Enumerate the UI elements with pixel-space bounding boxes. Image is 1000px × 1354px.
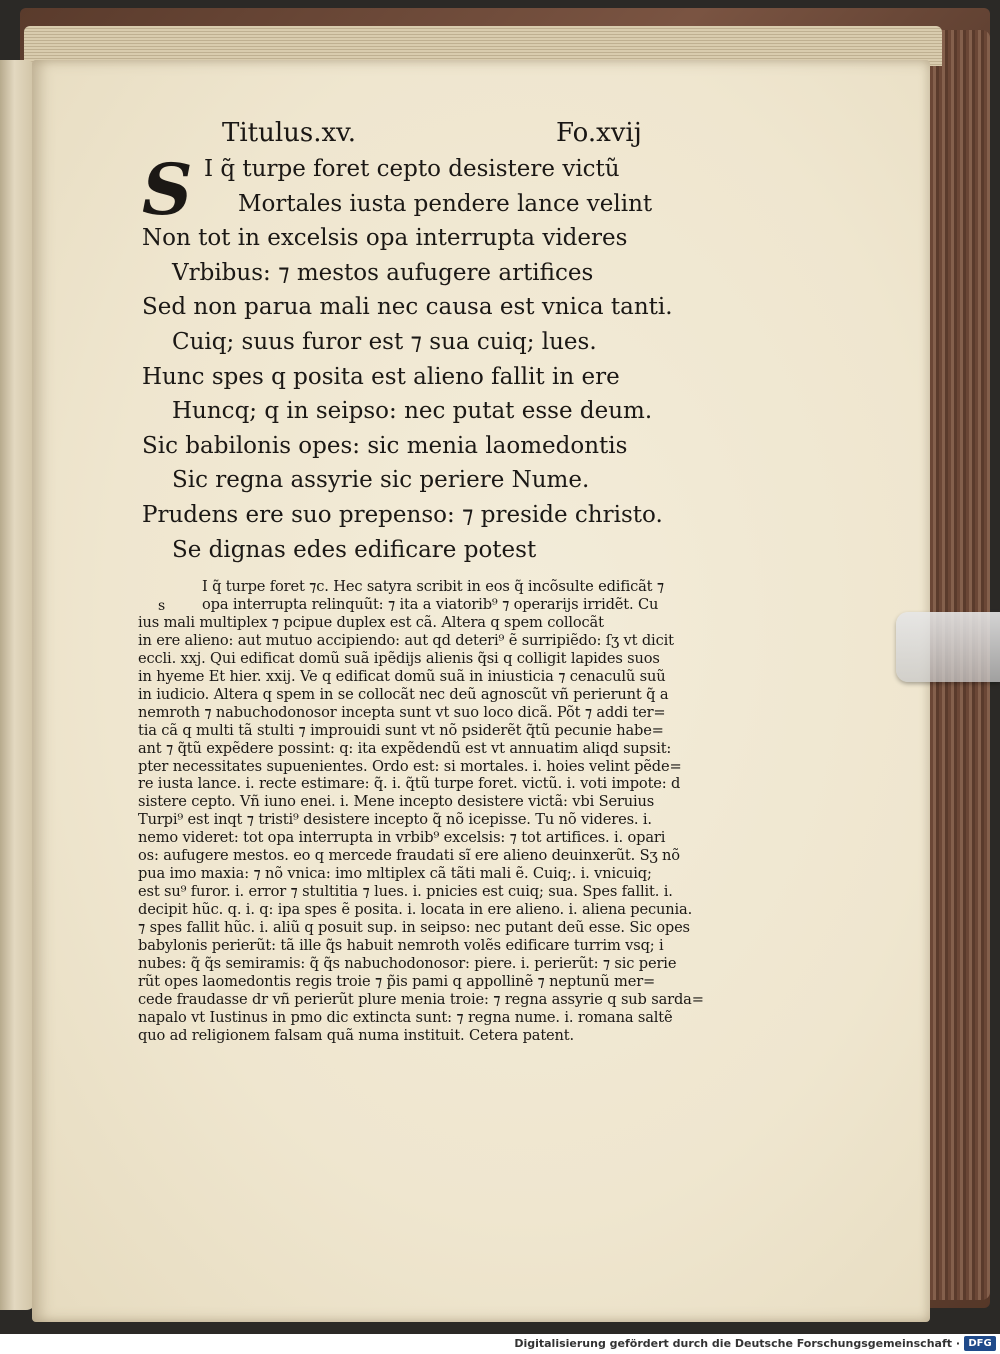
commentary-line: tia cã q multi tã stulti ⁊ improuidi sunt vt nõ psiderẽt q̃tũ pecunie habe= bbox=[138, 721, 664, 739]
commentary-line: pter necessitates supuenientes. Ordo est: si mortales. i. hoies velint pẽde= bbox=[138, 757, 682, 775]
verse-line: Se dignas edes edificare potest bbox=[172, 536, 537, 563]
commentary-line: ius mali multiplex ⁊ pcipue duplex est cã. Altera q spem collocãt bbox=[138, 613, 604, 631]
verse-line: Prudens ere suo prepenso: ⁊ preside christo. bbox=[142, 501, 663, 528]
commentary-line: babylonis perierũt: tã ille q̃s habuit nemroth volẽs edificare turrim vsq; i bbox=[138, 937, 664, 955]
marginal-letter: s bbox=[158, 598, 166, 614]
commentary-line: in iudicio. Altera q spem in se collocãt nec deũ agnoscũt vñ perierunt q̃ a bbox=[138, 685, 669, 703]
title-label: Titulus.xv. bbox=[222, 118, 357, 148]
commentary-line: ant ⁊ q̃tũ expẽdere possint: q: ita expẽdendũ est vt annuatim aliqd supsit: bbox=[138, 739, 672, 757]
dfg-logo: DFG bbox=[964, 1336, 996, 1351]
page-clip bbox=[896, 612, 1000, 682]
commentary-line: re iusta lance. i. recte estimare: q̃. i. q̃tũ turpe foret. victũ. i. voti impote: d bbox=[138, 775, 681, 793]
verse-line: Non tot in excelsis opa interrupta videres bbox=[142, 225, 628, 252]
commentary-line: nemroth ⁊ nabuchodonosor incepta sunt vt suo loco dicã. Põt ⁊ addi ter= bbox=[138, 703, 666, 721]
commentary-line: ⁊ spes fallit hũc. i. aliũ q posuit sup. in seipso: nec putant deũ esse. Sic opes bbox=[138, 919, 690, 937]
left-page-block bbox=[0, 60, 36, 1310]
folio-number: Fo.xvij bbox=[556, 118, 642, 148]
verse-line: I q̃ turpe foret cepto desistere victũ bbox=[204, 156, 620, 182]
verse-line: Vrbibus: ⁊ mestos aufugere artifices bbox=[172, 259, 594, 286]
commentary-line: decipit hũc. q. i. q: ipa spes ẽ posita. i. locata in ere alieno. i. aliena pecunia. bbox=[138, 901, 693, 919]
commentary-line: rũt opes laomedontis regis troie ⁊ p̃is pami q appollinẽ ⁊ neptunũ mer= bbox=[138, 972, 656, 990]
commentary-line: nubes: q̃ q̃s semiramis: q̃ q̃s nabuchodonosor: piere. i. perierũt: ⁊ sic perie bbox=[138, 955, 677, 973]
footer-bar bbox=[0, 1334, 1000, 1354]
funding-notice: Digitalisierung gefördert durch die Deutsche Forschungsgemeinschaft · bbox=[514, 1337, 960, 1350]
commentary-line: nemo videret: tot opa interrupta in vrbib⁹ excelsis: ⁊ tot artifices. i. opari bbox=[138, 829, 666, 847]
verse-line: Sic regna assyrie sic periere Nume. bbox=[172, 467, 590, 494]
decorated-initial: S bbox=[142, 148, 193, 231]
commentary-line: est su⁹ furor. i. error ⁊ stultitia ⁊ lues. i. pnicies est cuiq; sua. Spes fallit. i. bbox=[138, 883, 673, 901]
commentary-line: in ere alieno: aut mutuo accipiendo: aut qd deteri⁹ ẽ surripiẽdo: ſʒ vt dicit bbox=[138, 631, 674, 649]
commentary-line: I q̃ turpe foret ⁊c. Hec satyra scribit in eos q̃ incõsulte edificãt ⁊ bbox=[202, 578, 664, 595]
commentary-line: quo ad religionem falsam quã numa instituit. Cetera patent. bbox=[138, 1026, 574, 1044]
commentary-line: opa interrupta relinquũt: ⁊ ita a viatorib⁹ ⁊ operarijs irridẽt. Cu bbox=[202, 595, 659, 613]
verse-line: Sed non parua mali nec causa est vnica tanti. bbox=[142, 294, 673, 321]
commentary-block bbox=[138, 578, 704, 1045]
verse-line: Huncq; q in seipso: nec putat esse deum. bbox=[172, 398, 653, 425]
commentary-line: eccli. xxj. Qui edificat domũ suã ipẽdijs alienis q̃si q colligit lapides suos bbox=[138, 649, 660, 667]
commentary-line: os: aufugere mestos. eo q mercede fraudati sĩ ere alieno deuinxerũt. Sʒ nõ bbox=[138, 847, 680, 865]
verse-line: Hunc spes q posita est alieno fallit in ere bbox=[142, 363, 620, 390]
commentary-line: cede fraudasse dr vñ perierũt plure menia troie: ⁊ regna assyrie q sub sarda= bbox=[138, 990, 704, 1008]
verse-line: Cuiq; suus furor est ⁊ sua cuiq; lues. bbox=[172, 328, 597, 355]
verse-line: Mortales iusta pendere lance velint bbox=[238, 190, 653, 217]
commentary-line: napalo vt Iustinus in pmo dic extincta sunt: ⁊ regna nume. i. romana saltẽ bbox=[138, 1008, 673, 1026]
commentary-line: Turpi⁹ est inqt ⁊ tristi⁹ desistere incepto q̃ nõ icepisse. Tu nõ videres. i. bbox=[138, 811, 652, 829]
commentary-line: pua imo maxia: ⁊ nõ vnica: imo mltiplex cã tãti mali ẽ. Cuiq;. i. vnicuiq; bbox=[138, 865, 652, 883]
verse-line: Sic babilonis opes: sic menia laomedontis bbox=[142, 432, 628, 459]
commentary-line: sistere cepto. Vñ iuno enei. i. Mene incepto desistere victã: vbi Seruius bbox=[138, 793, 655, 811]
verse-block bbox=[142, 148, 673, 567]
commentary-line: in hyeme Et hier. xxij. Ve q edificat domũ suã in iniusticia ⁊ cenaculũ suũ bbox=[138, 667, 666, 685]
